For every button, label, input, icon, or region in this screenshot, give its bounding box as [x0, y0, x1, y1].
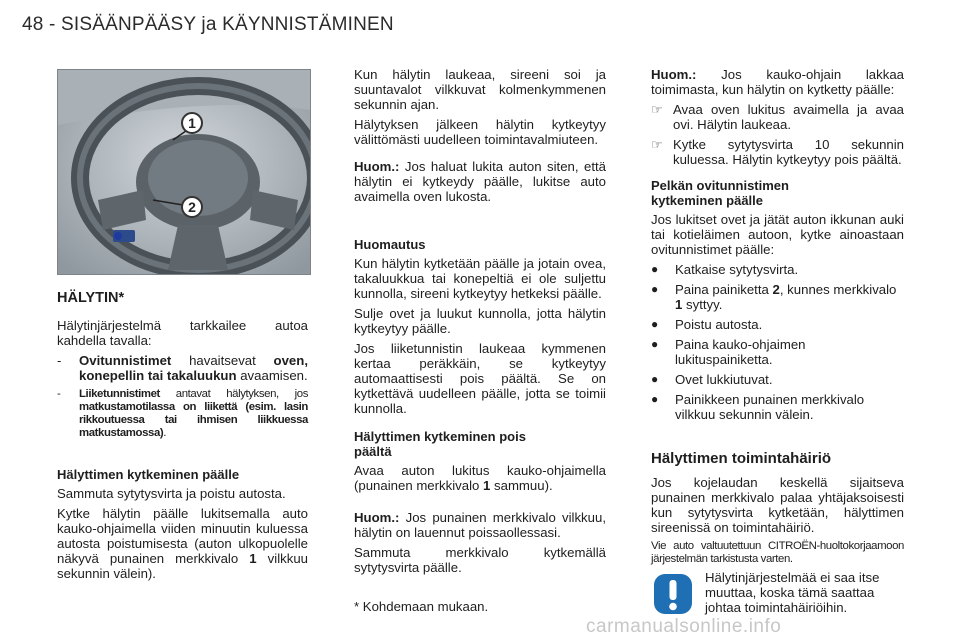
- steering-wheel-drawing: [58, 70, 310, 274]
- disarm-heading: Hälyttimen kytkeminen pois päältä: [354, 429, 526, 459]
- bullet-icon: ●: [651, 317, 659, 331]
- switch-off-light: Sammuta merkkivalo kytkemällä sytytysvirta päälle.: [354, 545, 606, 575]
- callout-2: 2: [188, 199, 196, 215]
- note-lock: Huom.: Jos haluat lukita auton siten, että hälytin ei kytkeydy päälle, lukitse auto avaimella oven lukosta.: [354, 159, 606, 204]
- door-sensor-text: Jos lukitset ovet ja jätät auton ikkunan auki tai kotieläimen autoon, kytke ainoastaan ovitunnistimet päälle:: [651, 212, 904, 257]
- list-item: ● Katkaise sytytysvirta.: [651, 262, 799, 277]
- fault-text: Jos kojelaudan keskellä sijaitseva punainen merkkivalo palaa yhtäjaksoisesti kun sytytysvirta kytketään, hälyttimen sireenissä on toimintahäiriö.: [651, 475, 904, 535]
- list-item: ● Ovet lukkiutuvat.: [651, 372, 773, 387]
- steering-wheel-illustration: [57, 69, 311, 275]
- bullet-icon: ●: [651, 372, 659, 386]
- disarm-text: Avaa auton lukitus kauko-ohjaimella (punainen merkkivalo 1 sammuu).: [354, 463, 606, 493]
- note-remote: Huom.: Jos kauko-ohjain lakkaa toimimasta, kun hälytin on kytketty päälle:: [651, 67, 904, 97]
- bullet-icon: ●: [651, 337, 659, 351]
- door-sensor-heading: Pelkän ovitunnistimen kytkeminen päälle: [651, 178, 789, 208]
- fault-heading: Hälyttimen toimintahäiriö: [651, 450, 832, 467]
- callout-1: 1: [188, 115, 196, 131]
- pointing-hand-icon: ☞: [651, 137, 663, 152]
- list-item: ● Painikkeen punainen merkkivalo vilkkuu sekunnin välein.: [651, 392, 865, 422]
- alarm-heading: HÄLYTIN*: [57, 290, 125, 306]
- fault-service-text: Vie auto valtuutettuun CITROËN-huoltokorjaamoon järjestelmän tarkistusta varten.: [651, 540, 904, 565]
- remark-text-2: Sulje ovet ja luukut kunnolla, jotta hälytin kytkeytyy päälle.: [354, 306, 606, 336]
- list-item: ● Paina kauko-ohjaimen lukituspainiketta.: [651, 337, 806, 367]
- remark-heading: Huomautus: [354, 237, 426, 252]
- list-item: ● Poistu autosta.: [651, 317, 763, 332]
- list-item: ☞ Avaa oven lukitus avaimella ja avaa ovi. Hälytin laukeaa.: [651, 102, 904, 132]
- trigger-text: Kun hälytin laukeaa, sireeni soi ja suuntavalot vilkkuvat kolmenkymmenen sekunnin ajan.: [354, 67, 606, 112]
- arming-heading: Hälyttimen kytkeminen päälle: [57, 467, 240, 482]
- remark-text-1: Kun hälytin kytketään päälle ja jotain ovea, takaluukkua tai konepeltiä ei ole suljettu kunnolla, sireeni kytkeytyy hetkeksi päälle.: [354, 256, 606, 301]
- bullet-icon: ●: [651, 262, 659, 276]
- list-item: ☞ Kytke sytytysvirta 10 sekunnin kuluessa. Hälytin kytkeytyy pois päältä.: [651, 137, 904, 167]
- list-item: - Liiketunnistimet antavat hälytyksen, jos matkustamotilassa on liikettä (esim. lasin rikkoutuessa tai ihmisen liikkuessa matkustamossa).: [57, 388, 308, 439]
- page-header: 48 - SISÄÄNPÄÄSY ja KÄYNNISTÄMINEN: [22, 14, 394, 35]
- arming-step2: Kytke hälytin päälle lukitsemalla auto kauko-ohjaimella viiden minuutin kuluessa autosta poistumisesta (auton ulkopuolelle näkyvä punainen merkkivalo 1 vilkkuu sekunnin välein).: [57, 506, 308, 581]
- exclamation-glyph: [654, 574, 692, 614]
- remark-text-3: Jos liiketunnistin laukeaa kymmenen kertaa peräkkäin, se kytkeytyy automaattisesti pois päältä. Se on kytkettävä uudelleen päälle, jotta se toimii kunnolla.: [354, 341, 606, 416]
- pointing-hand-icon: ☞: [651, 102, 663, 117]
- footnote: * Kohdemaan mukaan.: [354, 599, 489, 614]
- rearm-text: Hälytyksen jälkeen hälytin kytkeytyy välittömästi uudelleen toimintavalmiuteen.: [354, 117, 606, 147]
- list-item: - Ovitunnistimet havaitsevat oven, konepellin tai takaluukun avaamisen.: [57, 353, 308, 383]
- right-column: [651, 67, 904, 571]
- middle-column: [354, 67, 606, 580]
- warning-text: Hälytinjärjestelmää ei saa itse muuttaa, koska tämä saattaa johtaa toimintahäiriöihin.: [705, 570, 880, 615]
- alarm-intro: Hälytinjärjestelmä tarkkailee autoa kahdella tavalla:: [57, 318, 308, 348]
- watermark: carmanualsonline.info: [586, 616, 782, 637]
- arming-step1: Sammuta sytytysvirta ja poistu autosta.: [57, 486, 286, 501]
- bullet-icon: ●: [651, 282, 659, 296]
- exclamation-icon: [654, 574, 692, 614]
- bullet-icon: ●: [651, 392, 659, 406]
- list-item: ● Paina painiketta 2, kunnes merkkivalo 1 syttyy.: [651, 282, 897, 312]
- left-column: [57, 291, 308, 586]
- note-red-light: Huom.: Jos punainen merkkivalo vilkkuu, hälytin on lauennut poissaollessasi.: [354, 510, 606, 540]
